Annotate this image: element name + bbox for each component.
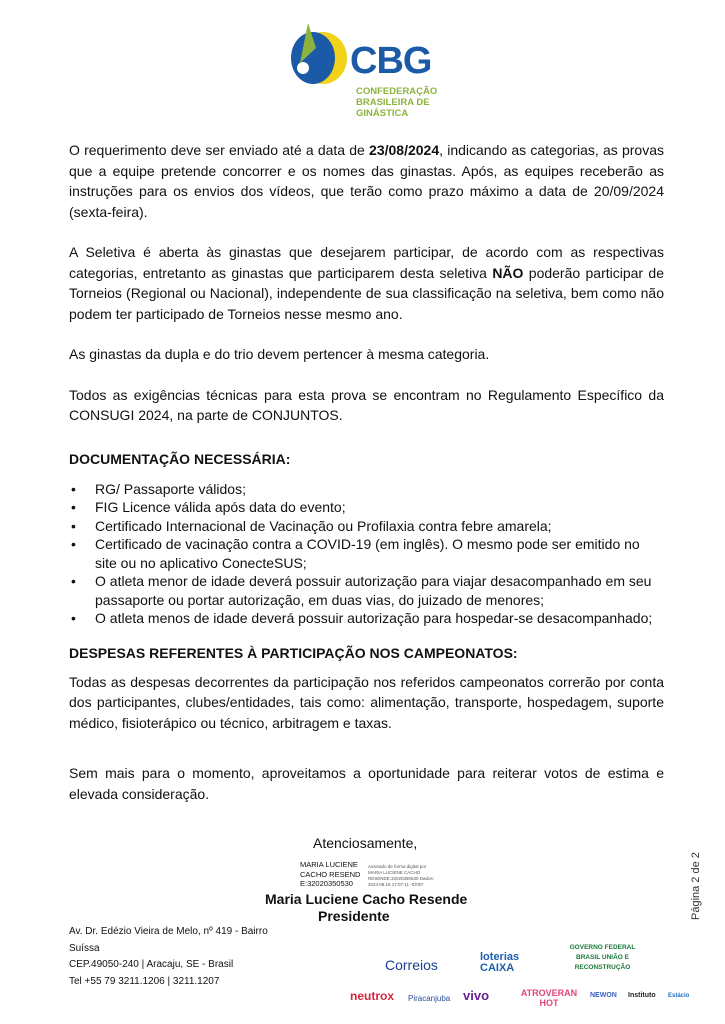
paragraph-category: As ginastas da dupla e do trio devem pertencer à mesma categoria.	[69, 346, 490, 362]
vivo-logo: vivo	[463, 988, 490, 1003]
paragraph-deadline: O requerimento deve ser enviado até a data de 23/08/2024, indicando as categorias, as provas que a equipe pretende concorrer e os nomes das ginastas. Após, as equipes receberão as instruções para os envios dos vídeos, que terão como prazo máximo a data de 20/09/2024 (sexta-feira).	[69, 142, 664, 220]
greeting: Atenciosamente,	[313, 835, 418, 851]
letter-body	[69, 140, 664, 925]
logo-line: GINÁSTICA	[356, 108, 409, 119]
gymnast-emblem-icon	[288, 18, 348, 88]
newon-logo: NEWON	[590, 992, 617, 999]
instituto-logo: Instituto	[628, 992, 656, 999]
logo-line: BRASILEIRA DE	[356, 97, 430, 108]
signature-block	[69, 834, 664, 925]
list-item: • Certificado Internacional de Vacinação ou Profilaxia contra febre amarela;	[95, 517, 664, 536]
list-item: • Certificado de vacinação contra a COVID-19 (em inglês). O mesmo pode ser emitido no site ou no aplicativo ConecteSUS;	[95, 535, 664, 572]
signer-role: Presidente	[318, 907, 390, 924]
digital-signature	[69, 860, 664, 889]
signer-name: Maria Luciene Cacho Resende	[265, 890, 468, 907]
footer-address	[69, 924, 329, 990]
correios-logo: Correios	[385, 957, 438, 973]
paragraph-requirements: Todos as exigências técnicas para esta prova se encontram no Regulamento Específico da CONSUGI 2024, na parte de CONJUNTOS.	[69, 386, 664, 423]
page-number: Página 2 de 2	[690, 852, 702, 920]
neutrox-logo: neutrox	[350, 989, 395, 1003]
list-item: • O atleta menor de idade deverá possuir autorização para viajar desacompanhado em seu passaporte ou portar autorização, em duas vias, do juizado de menores;	[95, 572, 664, 609]
governo-federal-logo: GOVERNO FEDERAL BRASIL UNIÃO E RECONSTRUÇÃO	[569, 944, 636, 971]
logo-text	[356, 86, 437, 119]
expenses-heading: DESPESAS REFERENTES À PARTICIPAÇÃO NOS CAMPEONATOS:	[69, 644, 518, 661]
logo-abbr: CBG	[350, 40, 432, 82]
address-line: Tel +55 79 3211.1206 | 3211.1207	[69, 975, 220, 987]
address-line: Suíssa	[69, 942, 100, 954]
list-item: • O atleta menos de idade deverá possuir autorização para hospedar-se desacompanhado;	[95, 609, 664, 628]
documentation-list	[69, 480, 664, 628]
documentation-heading: DOCUMENTAÇÃO NECESSÁRIA:	[69, 450, 291, 467]
loterias-caixa-logo: loterias CAIXA	[480, 951, 520, 974]
paragraph-expenses: Todas as despesas decorrentes da participação nos referidos campeonatos correrão por conta dos participantes, clubes/entidades, tais como: alimentação, transporte, hospedagem, suporte médico, fisioterápico ou técnico, arbitragem e taxas.	[69, 673, 664, 731]
paragraph-closing: Sem mais para o momento, aproveitamos a oportunidade para reiterar votos de estima e elevada consideração.	[69, 765, 664, 802]
list-item: • RG/ Passaporte válidos;	[95, 480, 664, 499]
address-line: Av. Dr. Edézio Vieira de Melo, nº 419 - Bairro	[69, 926, 268, 937]
digital-signature-note: Assinado de forma digital por MARIA LUCIENE CACHO RESENDE:32020350530 Dados: 2024.08.16 17:07:11 -03'00'	[368, 864, 435, 887]
piracanjuba-logo: Piracanjuba	[408, 994, 451, 1003]
logo-line: CONFEDERAÇÃO	[356, 86, 438, 97]
estacio-logo: Estácio	[668, 993, 690, 999]
paragraph-eligibility: A Seletiva é aberta às ginastas que desejarem participar, de acordo com as respectivas categorias, entretanto as ginastas que participarem desta seletiva NÃO poderão participar de Torneios (Regional ou Nacional), independente de sua classificação na seletiva, bem como não podem ter participado de Torneios nesse mesmo ano.	[69, 244, 664, 322]
list-item: • FIG Licence válida após data do evento;	[95, 498, 664, 517]
digital-signature-name: MARIA LUCIENE CACHO RESENDE:32020350530	[300, 860, 361, 888]
atroveran-logo: ATROVERAN HOT	[520, 988, 578, 1008]
address-line: CEP.49050-240 | Aracaju, SE - Brasil	[69, 959, 234, 970]
